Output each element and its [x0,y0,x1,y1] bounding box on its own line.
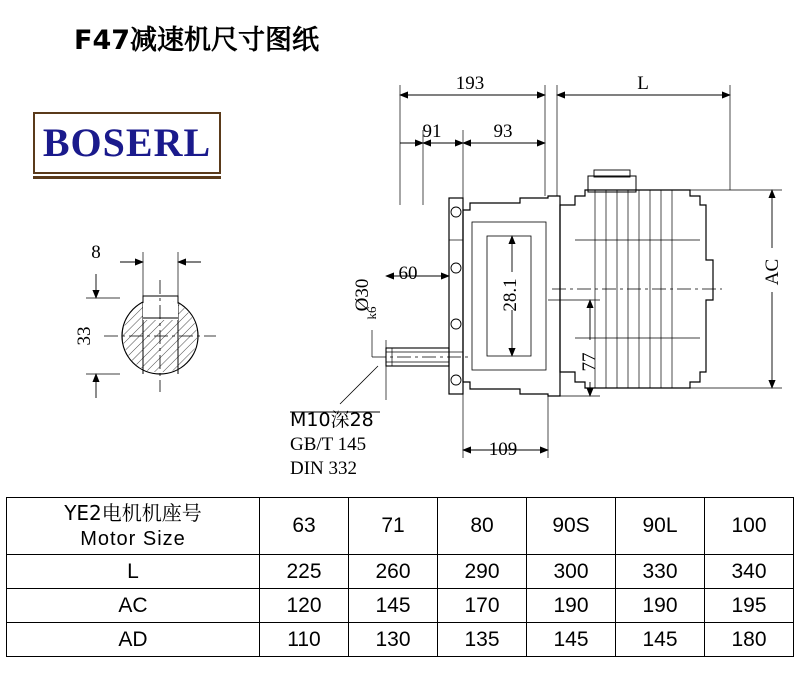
dim-28-1: 28.1 [500,278,521,312]
table-header-label [7,498,260,555]
table-header-value: 63 [260,498,349,555]
table-row [7,623,794,657]
table-cell: 130 [349,623,438,657]
dim-AC: AC [762,258,783,286]
table-row-label: AD [7,623,260,657]
note-gbt145: GB/T 145 [290,434,367,455]
table-cell: 330 [616,555,705,589]
logo-text: BOSERL [42,120,212,165]
dim-93: 93 [493,121,513,142]
dim-shaft-tolerance: k6 [364,306,379,320]
table-header-value: 80 [438,498,527,555]
table-header-value: 100 [705,498,794,555]
dim-109: 109 [488,439,518,460]
table-cell: 195 [705,589,794,623]
table-header-value: 90S [527,498,616,555]
motor-size-table [6,497,794,657]
note-m10: M10深28 [290,409,374,431]
table-cell: 135 [438,623,527,657]
table-cell: 225 [260,555,349,589]
table-header-label-cn: YE2电机机座号 [64,501,202,525]
table-row [7,555,794,589]
table-cell: 340 [705,555,794,589]
table-cell: 145 [616,623,705,657]
note-din332: DIN 332 [290,458,358,479]
dim-33: 33 [74,326,95,346]
table-row [7,498,794,555]
table-header-label-en: Motor Size [80,528,186,550]
table-header-value: 90L [616,498,705,555]
table-cell: 260 [349,555,438,589]
dim-91: 91 [422,121,442,142]
dim-8: 8 [91,242,101,263]
dim-shaft-diameter: Ø30 [352,278,373,312]
table-cell: 120 [260,589,349,623]
gearbox-assembly-view [290,85,782,458]
table-cell: 145 [349,589,438,623]
table-cell: 145 [527,623,616,657]
table-row-label: L [7,555,260,589]
dim-77: 77 [579,352,600,372]
table-cell: 180 [705,623,794,657]
table-row-label: AC [7,589,260,623]
dim-60: 60 [398,263,418,284]
table-cell: 110 [260,623,349,657]
dim-L: L [637,73,649,94]
table-cell: 290 [438,555,527,589]
table-cell: 170 [438,589,527,623]
dim-193: 193 [455,73,485,94]
table-cell: 190 [527,589,616,623]
page-title: F47减速机尺寸图纸 [74,25,320,56]
table-cell: 190 [616,589,705,623]
key-section-view [86,252,216,398]
table-row [7,589,794,623]
table-header-value: 71 [349,498,438,555]
table-cell: 300 [527,555,616,589]
